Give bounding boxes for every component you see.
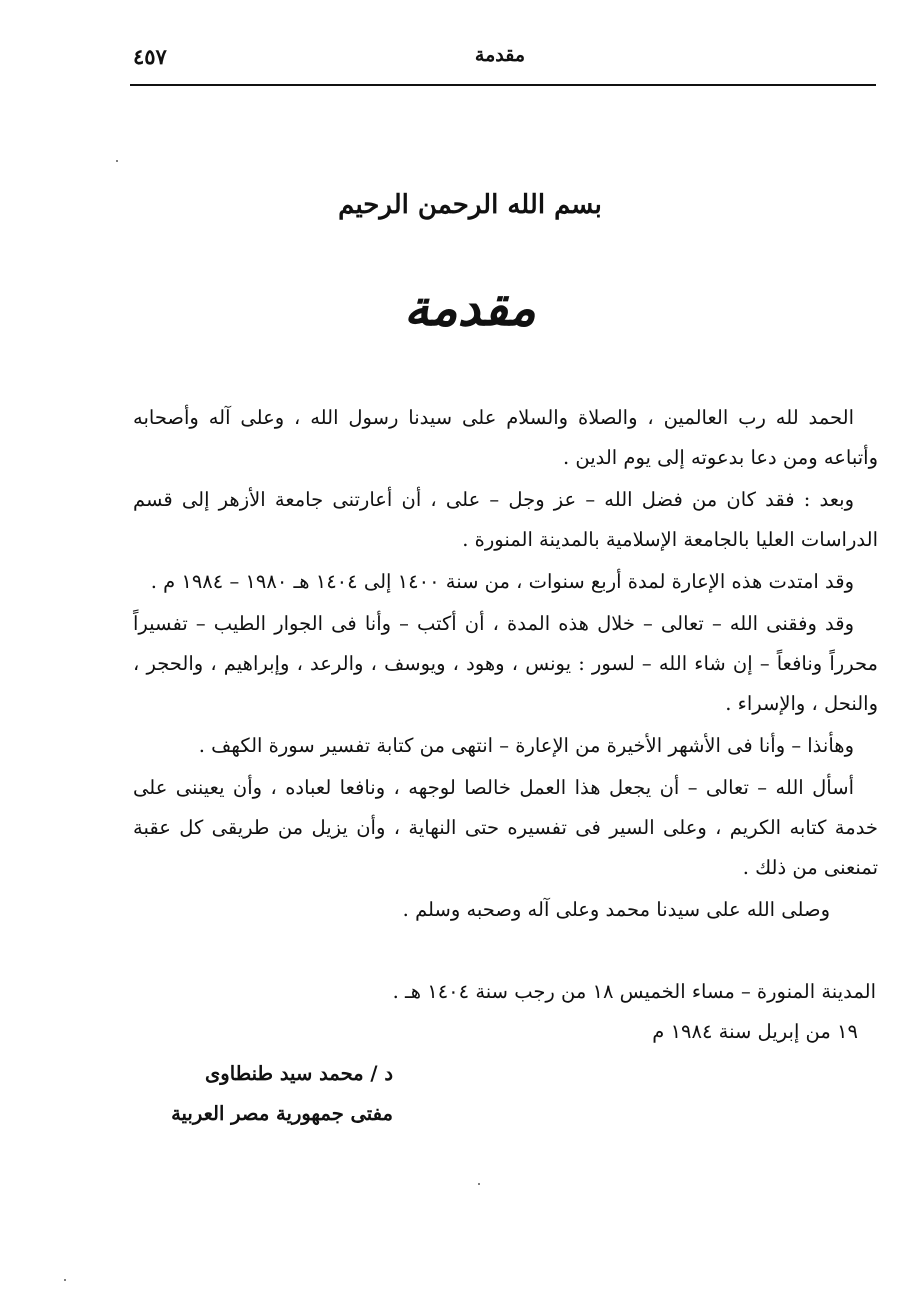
signature-title: مفتى جمهورية مصر العربية xyxy=(171,1102,393,1125)
closing-prayer: وصلى الله على سيدنا محمد وعلى آله وصحبه وسلم . xyxy=(402,898,830,921)
header-rule xyxy=(130,84,876,86)
body-text xyxy=(133,398,878,932)
paragraph: وهأنذا – وأنا فى الأشهر الأخيرة من الإعارة – انتهى من كتابة تفسير سورة الكهف . xyxy=(198,734,854,757)
paragraph: الحمد لله رب العالمين ، والصلاة والسلام على سيدنا رسول الله ، وعلى آله وأصحابه وأتباعه ومن دعا بدعوته إلى يوم الدين . xyxy=(133,406,878,469)
place-date-gregorian: ١٩ من إبريل سنة ١٩٨٤ م xyxy=(652,1020,858,1043)
paragraph: وبعد : فقد كان من فضل الله – عز وجل – على ، أن أعارتنى جامعة الأزهر إلى قسم الدراسات العليا بالجامعة الإسلامية بالمدينة المنورة . xyxy=(133,488,878,551)
paper-speck xyxy=(64,1279,66,1281)
paragraph: وقد وفقنى الله – تعالى – خلال هذه المدة ، أن أكتب – وأنا فى الجوار الطيب – تفسيراً محرراً ونافعاً – إن شاء الله – لسور : يونس ، وهود ، ويوسف ، والرعد ، وإبراهيم ، والحجر ، والنحل ، والإسراء . xyxy=(133,612,878,715)
running-title: مقدمة xyxy=(474,44,526,66)
basmala: بسم الله الرحمن الرحيم xyxy=(338,190,602,220)
paper-speck xyxy=(478,1183,480,1185)
signature-name: د / محمد سيد طنطاوى xyxy=(205,1062,393,1085)
place-date xyxy=(276,972,876,1052)
signature xyxy=(133,1054,393,1134)
page-number: ٤٥٧ xyxy=(133,44,167,69)
page-title: مقدمة xyxy=(404,278,536,337)
paragraph: أسأل الله – تعالى – أن يجعل هذا العمل خالصا لوجهه ، ونافعا لعباده ، وأن يعيننى على خدمة كتابه الكريم ، وعلى السير فى تفسيره حتى النهاية ، وأن يزيل من طريقى كل عقبة تمنعنى من ذلك . xyxy=(133,776,878,879)
paper-speck xyxy=(116,160,118,162)
place-date-hijri: المدينة المنورة – مساء الخميس ١٨ من رجب سنة ١٤٠٤ هـ . xyxy=(392,980,876,1003)
paragraph: وقد امتدت هذه الإعارة لمدة أربع سنوات ، من سنة ١٤٠٠ إلى ١٤٠٤ هـ ١٩٨٠ – ١٩٨٤ م . xyxy=(150,570,854,593)
